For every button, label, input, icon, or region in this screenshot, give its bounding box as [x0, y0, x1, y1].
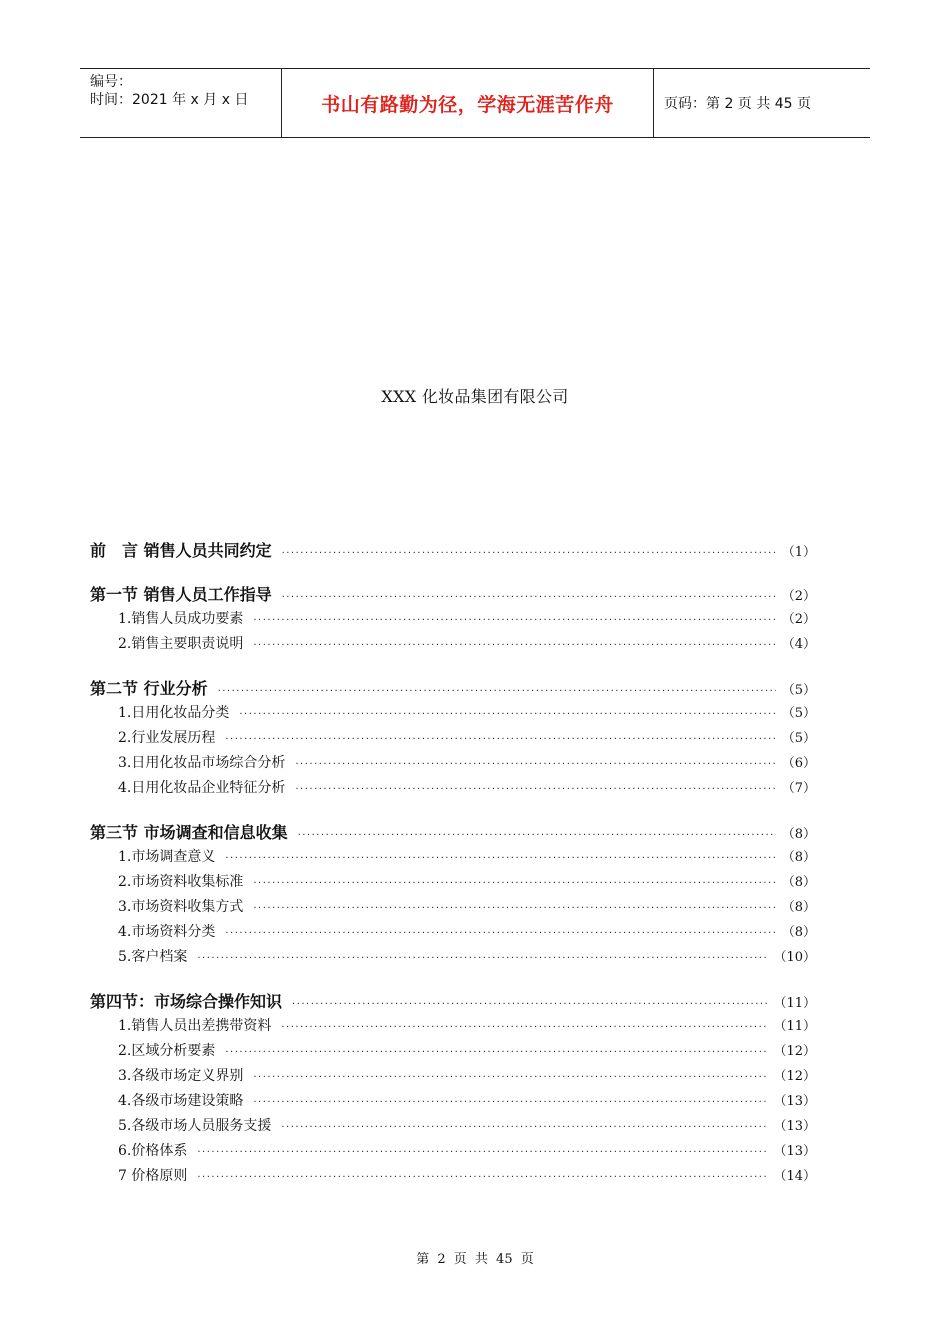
toc-heading[interactable] [90, 538, 816, 564]
toc-page-number: （13） [773, 1119, 816, 1134]
dot-leader [253, 903, 775, 914]
dot-leader [253, 615, 775, 626]
dot-leader [218, 686, 776, 697]
toc-page-number: （2） [781, 612, 816, 627]
toc-item-title: 4.市场资料分类 [118, 924, 216, 940]
dot-leader [295, 784, 775, 795]
toc-heading-title: 前 言 销售人员共同约定 [90, 541, 272, 560]
toc-heading-title: 第二节 行业分析 [90, 679, 208, 698]
toc-item-title: 1.市场调查意义 [118, 849, 216, 865]
table-of-contents [90, 538, 816, 1208]
number-label: 编号： [90, 74, 132, 90]
toc-page-number: （5） [781, 683, 816, 698]
toc-item-title: 1.日用化妆品分类 [118, 705, 230, 721]
dot-leader [253, 640, 775, 651]
toc-page-number: （1） [781, 545, 816, 560]
page-footer: 第 2 页 共 45 页 [416, 1252, 534, 1267]
dot-leader [298, 830, 776, 841]
toc-page-number: （12） [773, 1044, 816, 1059]
toc-item-title: 3.市场资料收集方式 [118, 899, 244, 915]
toc-page-number: （8） [781, 925, 816, 940]
dot-leader [197, 1172, 767, 1183]
toc-item[interactable] [90, 921, 816, 946]
dot-leader [281, 1122, 767, 1133]
toc-item[interactable] [90, 633, 816, 658]
page-header [80, 68, 870, 138]
toc-item-title: 4.各级市场建设策略 [118, 1093, 244, 1109]
toc-section [90, 538, 816, 564]
toc-item[interactable] [90, 1165, 816, 1190]
toc-item-title: 2.市场资料收集标准 [118, 874, 244, 890]
toc-heading[interactable] [90, 820, 816, 846]
toc-item-title: 7 价格原则 [118, 1168, 188, 1184]
toc-item-title: 2.销售主要职责说明 [118, 636, 244, 652]
toc-page-number: （14） [773, 1169, 816, 1184]
toc-page-number: （13） [773, 1094, 816, 1109]
toc-item[interactable] [90, 1015, 816, 1040]
toc-item-title: 5.客户档案 [118, 949, 188, 965]
toc-item-title: 1.销售人员成功要素 [118, 611, 244, 627]
dot-leader [281, 1022, 767, 1033]
dot-leader [282, 592, 776, 603]
toc-item-title: 2.行业发展历程 [118, 730, 216, 746]
toc-page-number: （11） [773, 996, 816, 1011]
header-page-label: 页码：第 2 页 共 45 页 [664, 96, 811, 112]
toc-item[interactable] [90, 871, 816, 896]
dot-leader [225, 1047, 767, 1058]
dot-leader [292, 999, 767, 1010]
toc-item-title: 3.日用化妆品市场综合分析 [118, 755, 286, 771]
dot-leader [239, 709, 775, 720]
toc-item[interactable] [90, 777, 816, 802]
dot-leader [225, 853, 775, 864]
toc-page-number: （6） [781, 756, 816, 771]
toc-page-number: （5） [781, 706, 816, 721]
toc-item-title: 1.销售人员出差携带资料 [118, 1018, 272, 1034]
toc-item[interactable] [90, 752, 816, 777]
toc-item[interactable] [90, 896, 816, 921]
dot-leader [225, 928, 775, 939]
company-name: XXX 化妆品集团有限公司 [381, 387, 569, 406]
toc-item[interactable] [90, 1140, 816, 1165]
toc-item[interactable] [90, 702, 816, 727]
toc-item[interactable] [90, 1090, 816, 1115]
toc-item-title: 4.日用化妆品企业特征分析 [118, 780, 286, 796]
toc-page-number: （8） [781, 875, 816, 890]
dot-leader [295, 759, 775, 770]
toc-item[interactable] [90, 1065, 816, 1090]
dot-leader [282, 548, 776, 559]
toc-page-number: （2） [781, 589, 816, 604]
toc-page-number: （11） [773, 1019, 816, 1034]
toc-heading[interactable] [90, 582, 816, 608]
toc-heading-title: 第一节 销售人员工作指导 [90, 585, 272, 604]
toc-item[interactable] [90, 608, 816, 633]
toc-page-number: （5） [781, 731, 816, 746]
dot-leader [225, 734, 775, 745]
dot-leader [197, 953, 767, 964]
toc-item-title: 2.区域分析要素 [118, 1043, 216, 1059]
toc-page-number: （4） [781, 637, 816, 652]
date-label: 时间：2021 年 x 月 x 日 [90, 92, 249, 108]
toc-page-number: （10） [773, 950, 816, 965]
toc-item[interactable] [90, 727, 816, 752]
toc-item[interactable] [90, 846, 816, 871]
toc-page-number: （7） [781, 781, 816, 796]
dot-leader [253, 1097, 767, 1108]
toc-page-number: （13） [773, 1144, 816, 1159]
toc-item[interactable] [90, 946, 816, 971]
toc-heading-title: 第四节：市场综合操作知识 [90, 992, 283, 1011]
toc-heading-title: 第三节 市场调查和信息收集 [90, 823, 288, 842]
dot-leader [197, 1147, 767, 1158]
toc-heading[interactable] [90, 989, 816, 1015]
toc-item[interactable] [90, 1115, 816, 1140]
toc-item-title: 3.各级市场定义界别 [118, 1068, 244, 1084]
toc-section [90, 676, 816, 802]
header-motto: 书山有路勤为径，学海无涯苦作舟 [282, 69, 654, 137]
toc-item-title: 6.价格体系 [118, 1143, 188, 1159]
toc-page-number: （8） [781, 827, 816, 842]
toc-item-title: 5.各级市场人员服务支援 [118, 1118, 272, 1134]
toc-heading[interactable] [90, 676, 816, 702]
toc-section [90, 582, 816, 658]
toc-section [90, 820, 816, 971]
toc-page-number: （8） [781, 850, 816, 865]
toc-section [90, 989, 816, 1190]
dot-leader [253, 1072, 767, 1083]
dot-leader [253, 878, 775, 889]
toc-page-number: （8） [781, 900, 816, 915]
toc-page-number: （12） [773, 1069, 816, 1084]
header-meta [80, 69, 282, 137]
toc-item[interactable] [90, 1040, 816, 1065]
